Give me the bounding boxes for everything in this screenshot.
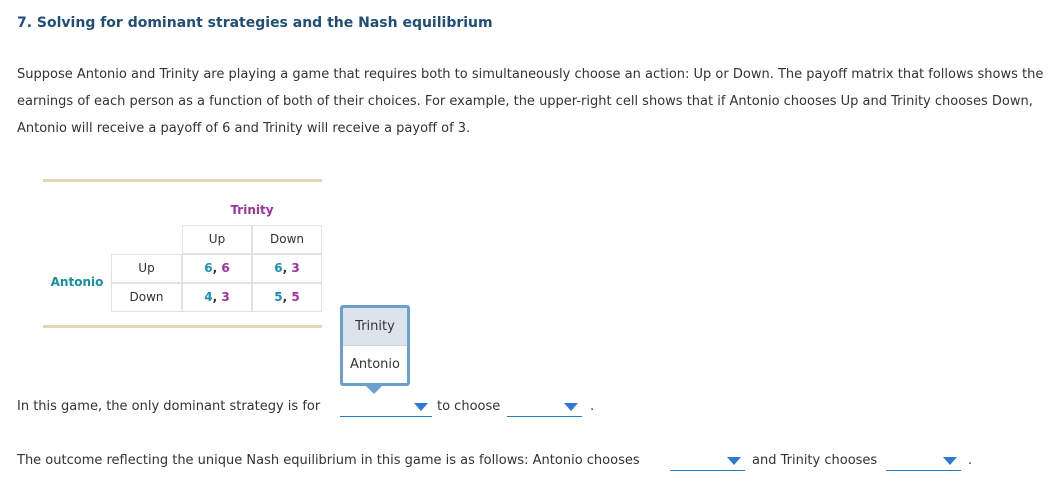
nash-equilibrium-middle: and Trinity chooses [752,453,878,468]
payoff-cell-down-down [252,283,322,312]
payoff-cell-down-up [182,283,252,312]
payoff-cell-up-down [252,254,322,283]
antonio-payoff: 6 [274,261,283,275]
chevron-down-icon [943,457,957,465]
dominant-action-select[interactable] [507,396,582,417]
chevron-down-icon [414,403,428,411]
payoff-separator: , [212,261,222,275]
player-dropdown-menu [340,305,410,386]
dominant-player-select[interactable] [340,396,432,417]
matrix-bottom-rule [43,325,322,328]
matrix-top-rule [43,179,322,182]
trinity-payoff: 3 [291,261,300,275]
question-intro: Suppose Antonio and Trinity are playing a game that requires both to simultaneously choose an action: Up or Down. The payoff matrix that follows shows the earnings of each person as a function of both of their choices. For example, the upper-right cell shows that if Antonio chooses Up and Trinity chooses Down, Antonio will receive a payoff of 6 and Trinity will receive a payoff of 3. [17,67,1044,136]
antonio-payoff: 4 [204,290,213,304]
trinity-choice-select[interactable] [886,450,961,471]
question-title: 7. Solving for dominant strategies and the Nash equilibrium [17,15,493,31]
trinity-payoff: 6 [221,261,230,275]
dropdown-option-antonio[interactable]: Antonio [350,357,400,372]
dominant-strategy-middle: to choose [437,399,501,414]
antonio-choice-select[interactable] [670,450,745,471]
chevron-down-icon [564,403,578,411]
payoff-separator: , [282,290,292,304]
column-header-up: Up [182,225,252,254]
sentence-period: . [968,453,973,468]
trinity-payoff: 5 [291,290,300,304]
payoff-cell-up-up [182,254,252,283]
dropdown-menu-caret [366,386,382,394]
column-player-label: Trinity [230,203,274,217]
payoff-separator: , [212,290,222,304]
row-player-label: Antonio [50,275,104,289]
nash-equilibrium-prompt: The outcome reflecting the unique Nash equilibrium in this game is as follows: Antonio chooses [17,453,640,468]
row-header-up: Up [111,254,182,283]
trinity-payoff: 3 [221,290,230,304]
row-header-down: Down [111,283,182,312]
column-header-down: Down [252,225,322,254]
dropdown-option-trinity[interactable]: Trinity [343,308,407,346]
dominant-strategy-prompt: In this game, the only dominant strategy is for [17,399,321,414]
payoff-separator: , [282,261,292,275]
chevron-down-icon [727,457,741,465]
antonio-payoff: 5 [274,290,283,304]
sentence-period: . [590,399,595,414]
antonio-payoff: 6 [204,261,213,275]
